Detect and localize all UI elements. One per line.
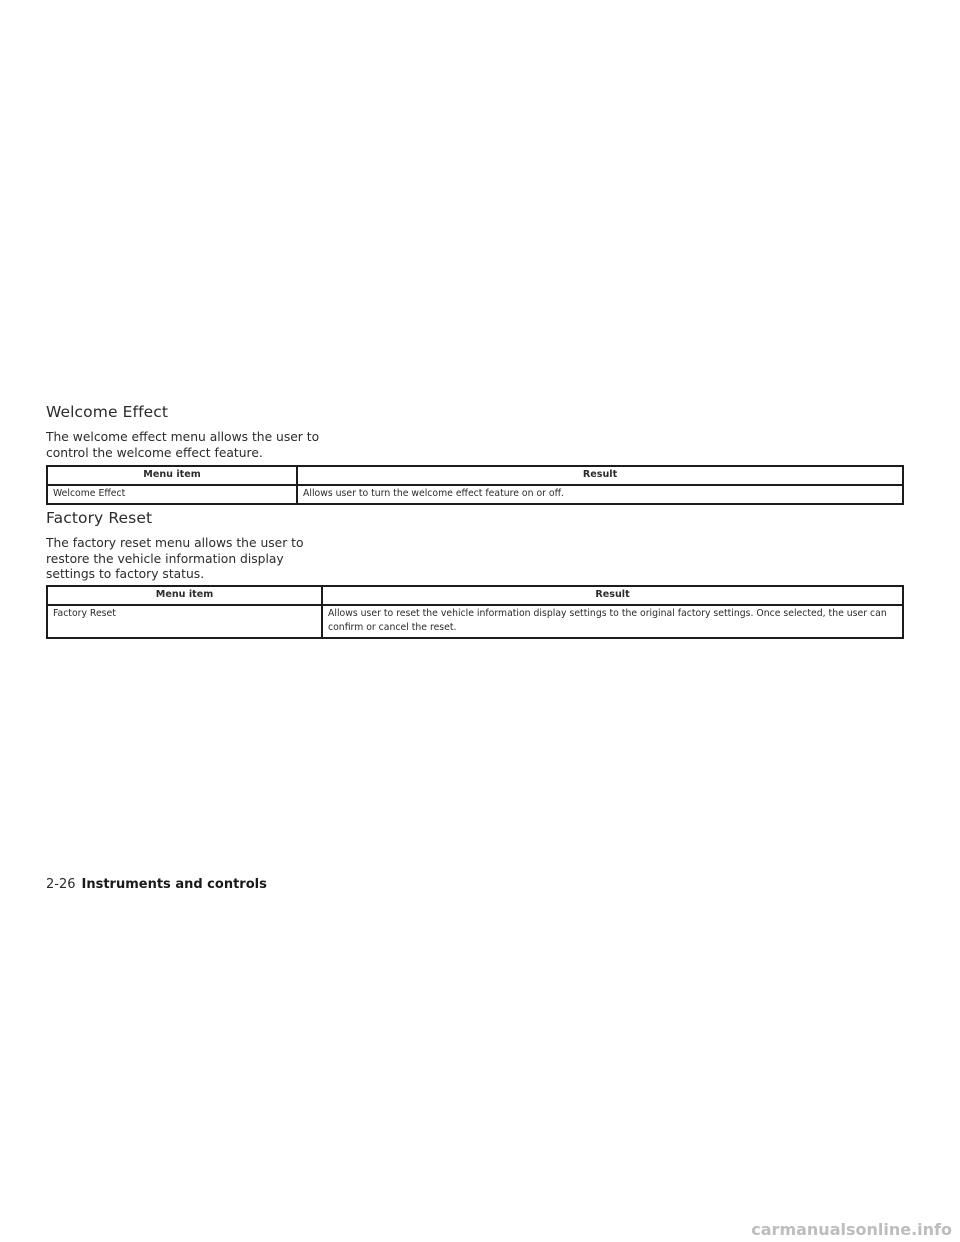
- column-header-menu-item: Menu item: [47, 586, 322, 605]
- welcome-effect-heading: Welcome Effect: [46, 403, 169, 421]
- table-cell-result: Allows user to reset the vehicle information display settings to the original factory settings. Once selected, the user can confirm or cancel the reset.: [322, 605, 903, 638]
- table-cell-menu-item: Welcome Effect: [47, 485, 297, 504]
- page-number: 2-26: [46, 877, 76, 892]
- table-cell-menu-item: Factory Reset: [47, 605, 322, 638]
- factory-reset-heading: Factory Reset: [46, 509, 153, 527]
- table-row: [47, 605, 903, 638]
- welcome-effect-section: [46, 403, 336, 461]
- factory-reset-intro: The factory reset menu allows the user to restore the vehicle information display settings to factory status.: [46, 536, 304, 581]
- table-row: [47, 485, 903, 504]
- footer-section-title: Instruments and controls: [81, 877, 267, 892]
- page-footer: [46, 876, 267, 894]
- factory-reset-table: [46, 585, 904, 639]
- factory-reset-section: [46, 509, 336, 583]
- table-cell-result: Allows user to turn the welcome effect feature on or off.: [297, 485, 903, 504]
- welcome-effect-table: [46, 465, 904, 505]
- table-header-row: [47, 466, 903, 485]
- column-header-result: Result: [322, 586, 903, 605]
- table-header-row: [47, 586, 903, 605]
- welcome-effect-intro: The welcome effect menu allows the user to control the welcome effect feature.: [46, 430, 320, 460]
- column-header-menu-item: Menu item: [47, 466, 297, 485]
- column-header-result: Result: [297, 466, 903, 485]
- watermark: carmanualsonline.info: [751, 1220, 952, 1239]
